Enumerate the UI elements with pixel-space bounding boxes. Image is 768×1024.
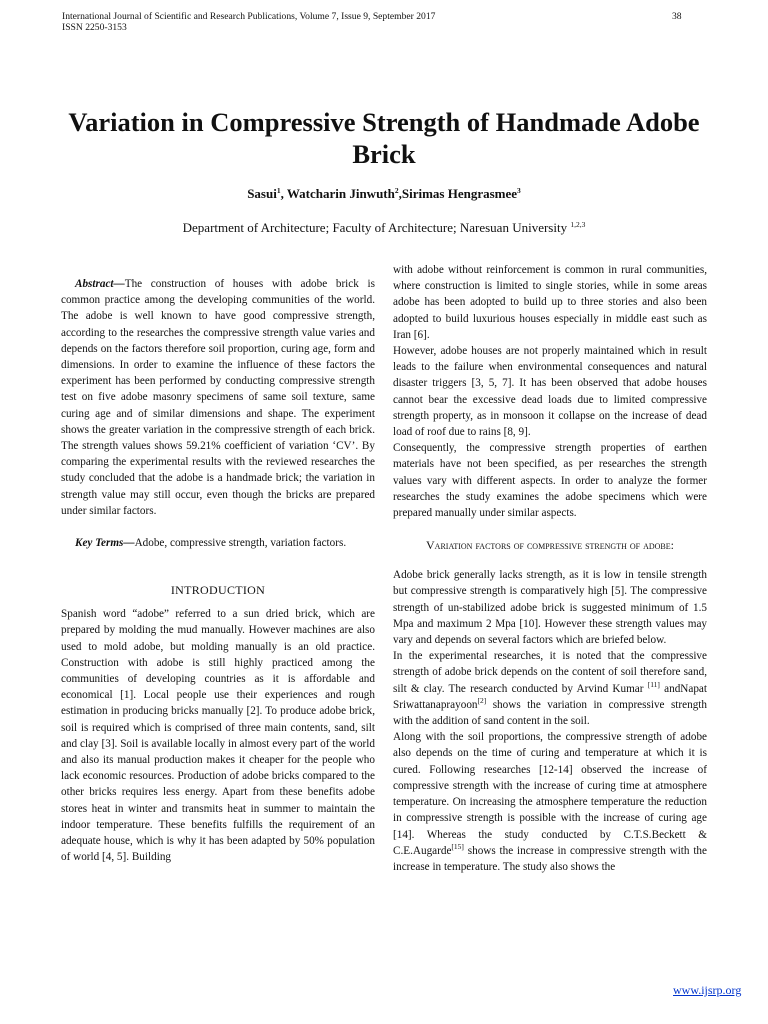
introduction-text: Spanish word “adobe” referred to a sun dried brick, which are prepared by molding the mud manually. However machines are also used to mold adobe, but molding manually is an old practice. Construction with adobe is still highly practiced among the communities of developing countries as it is affordable and economical [1]. Local people use their experiences and rough estimation in producing bricks manually [2]. To produce adobe brick, soil is required which is comprised of three main contents, sand, silt and clay [3]. Soil is available locally in almost every part of the world and also its manual production makes it cheaper for the people who lack economic resources. Production of adobe bricks compared to the other bricks requires less energy. Apart from these benefits adobe stores heat in winter and transmits heat in summer to maintain the indoor temperature. These benefits fulfills the requirement of an adequate house, which is why it has been adapted by 50% population of world [4, 5]. Building	[61, 608, 375, 864]
running-header	[62, 11, 435, 33]
paper-title: Variation in Compressive Strength of Handmade Adobe Brick	[68, 107, 700, 169]
paragraph: In the experimental researches, it is noted that the compressive strength of adobe brick depends on the content of soil therefore sand, silt & clay. The research conducted by Arvind Kumar [11] andNapat Sriwattanaprayoon[2] shows the variation in compressive strength with the addition of sand content in the soil.	[393, 650, 707, 728]
introduction-heading: INTRODUCTION	[170, 583, 266, 598]
citation-mark: [11]	[647, 679, 660, 689]
key-terms-text: Adobe, compressive strength, variation factors.	[134, 537, 347, 550]
issn: ISSN 2250-3153	[62, 22, 127, 33]
author-affil-mark: 2	[394, 186, 399, 195]
affiliation-mark: 1,2,3	[570, 220, 586, 229]
author-name: Sasui	[247, 186, 277, 201]
author-name: Sirimas Hengrasmee	[401, 186, 518, 201]
abstract	[61, 276, 375, 519]
abstract-text: The construction of houses with adobe brick is common practice among the developing communities of the world. The adobe is well known to have good compressive strength, according to the researches the compressive strength value varies and depends on the factors therefore soil proportion, curing age, form and dimensions. In order to examine the influence of these factors the experiment has been performed by conducting compressive strength test on five adobe masonry specimens of same soil texture, same curing age and of similar dimensions and shape. The experiment shows the greater variation in the compressive strength of each brick. The strength values shows 59.21% coefficient of variation ‘CV’. By comparing the experimental results with the reviewed researches the study concluded that the adobe is a handmade brick; the variation in strength value may still occur, even though the bricks are prepared under similar factors.	[61, 278, 375, 517]
affiliation: Department of Architecture; Faculty of Architecture; Naresuan University $^{1,2,3}$	[182, 220, 586, 235]
paragraph: with adobe without reinforcement is common in rural communities, where construction is limited to single stories, while in some areas adobe has been adopted to build up to three stories and also been adopted to build luxurious houses especially in middle east such as Iran [6].	[393, 264, 707, 341]
paragraph: However, adobe houses are not properly maintained which in result leads to the failure when environmental consequences and natural disaster triggers [3, 5, 7]. It has been observed that adobe houses cannot bear the excessive dead loads due to limited compressive strength property, as in monsoon it collapse on the increase of dead load of roof due to rains [8, 9].	[393, 345, 707, 439]
paragraph: Along with the soil proportions, the compressive strength of adobe also depends on the time of curing and temperature at which it is cured. Following researches [12-14] observed the increase of compressive strength with the increase of curing time at atmosphere temperature. On increasing the atmosphere temperature the reduction in compressive strength is possible with the increase of curing age [14]. Whereas the study conducted by C.T.S.Beckett & C.E.Augarde[15] shows the increase in compressive strength with the increase in temperature. The study also shows the	[393, 731, 707, 873]
paragraph: Adobe brick generally lacks strength, as it is low in tensile strength but compressive strength is comparatively high [5]. The compressive strength of un-stabilized adobe brick is suggested minimum of 1.5 Mpa and maximum 2 Mpa [10]. However these strength values may vary and depends on several factors which are briefed below.	[393, 569, 707, 647]
journal-citation: International Journal of Scientific and Research Publications, Volume 7, Issue 9, September 2017	[62, 11, 436, 22]
key-terms-label: Key Terms—	[75, 537, 135, 550]
author-name: Watcharin Jinwuth	[286, 186, 395, 201]
left-column	[61, 276, 375, 866]
author-list: Sasui$^1$, Watcharin Jinwuth$^2$,Sirimas Hengrasmee$^3$	[247, 186, 521, 201]
key-terms	[61, 535, 375, 551]
citation-mark: [15]	[451, 841, 464, 851]
author-affil-mark: 3	[517, 186, 521, 195]
journal-website-link[interactable]: www.ijsrp.org	[673, 983, 742, 997]
section-heading: Variation factors of compressive strength of adobe:	[426, 538, 674, 553]
page-number: 38	[672, 11, 682, 22]
right-column	[393, 262, 707, 875]
abstract-label: Abstract—	[75, 278, 125, 290]
author-affil-mark: 1	[276, 186, 281, 195]
citation-mark: [2]	[477, 695, 487, 705]
paragraph: Consequently, the compressive strength properties of earthen materials have not been specified, as per researches the strength values vary with different aspects. In order to analyze the former researches the study examines the adobe specimens which were prepared manually under similar aspects.	[393, 442, 707, 520]
